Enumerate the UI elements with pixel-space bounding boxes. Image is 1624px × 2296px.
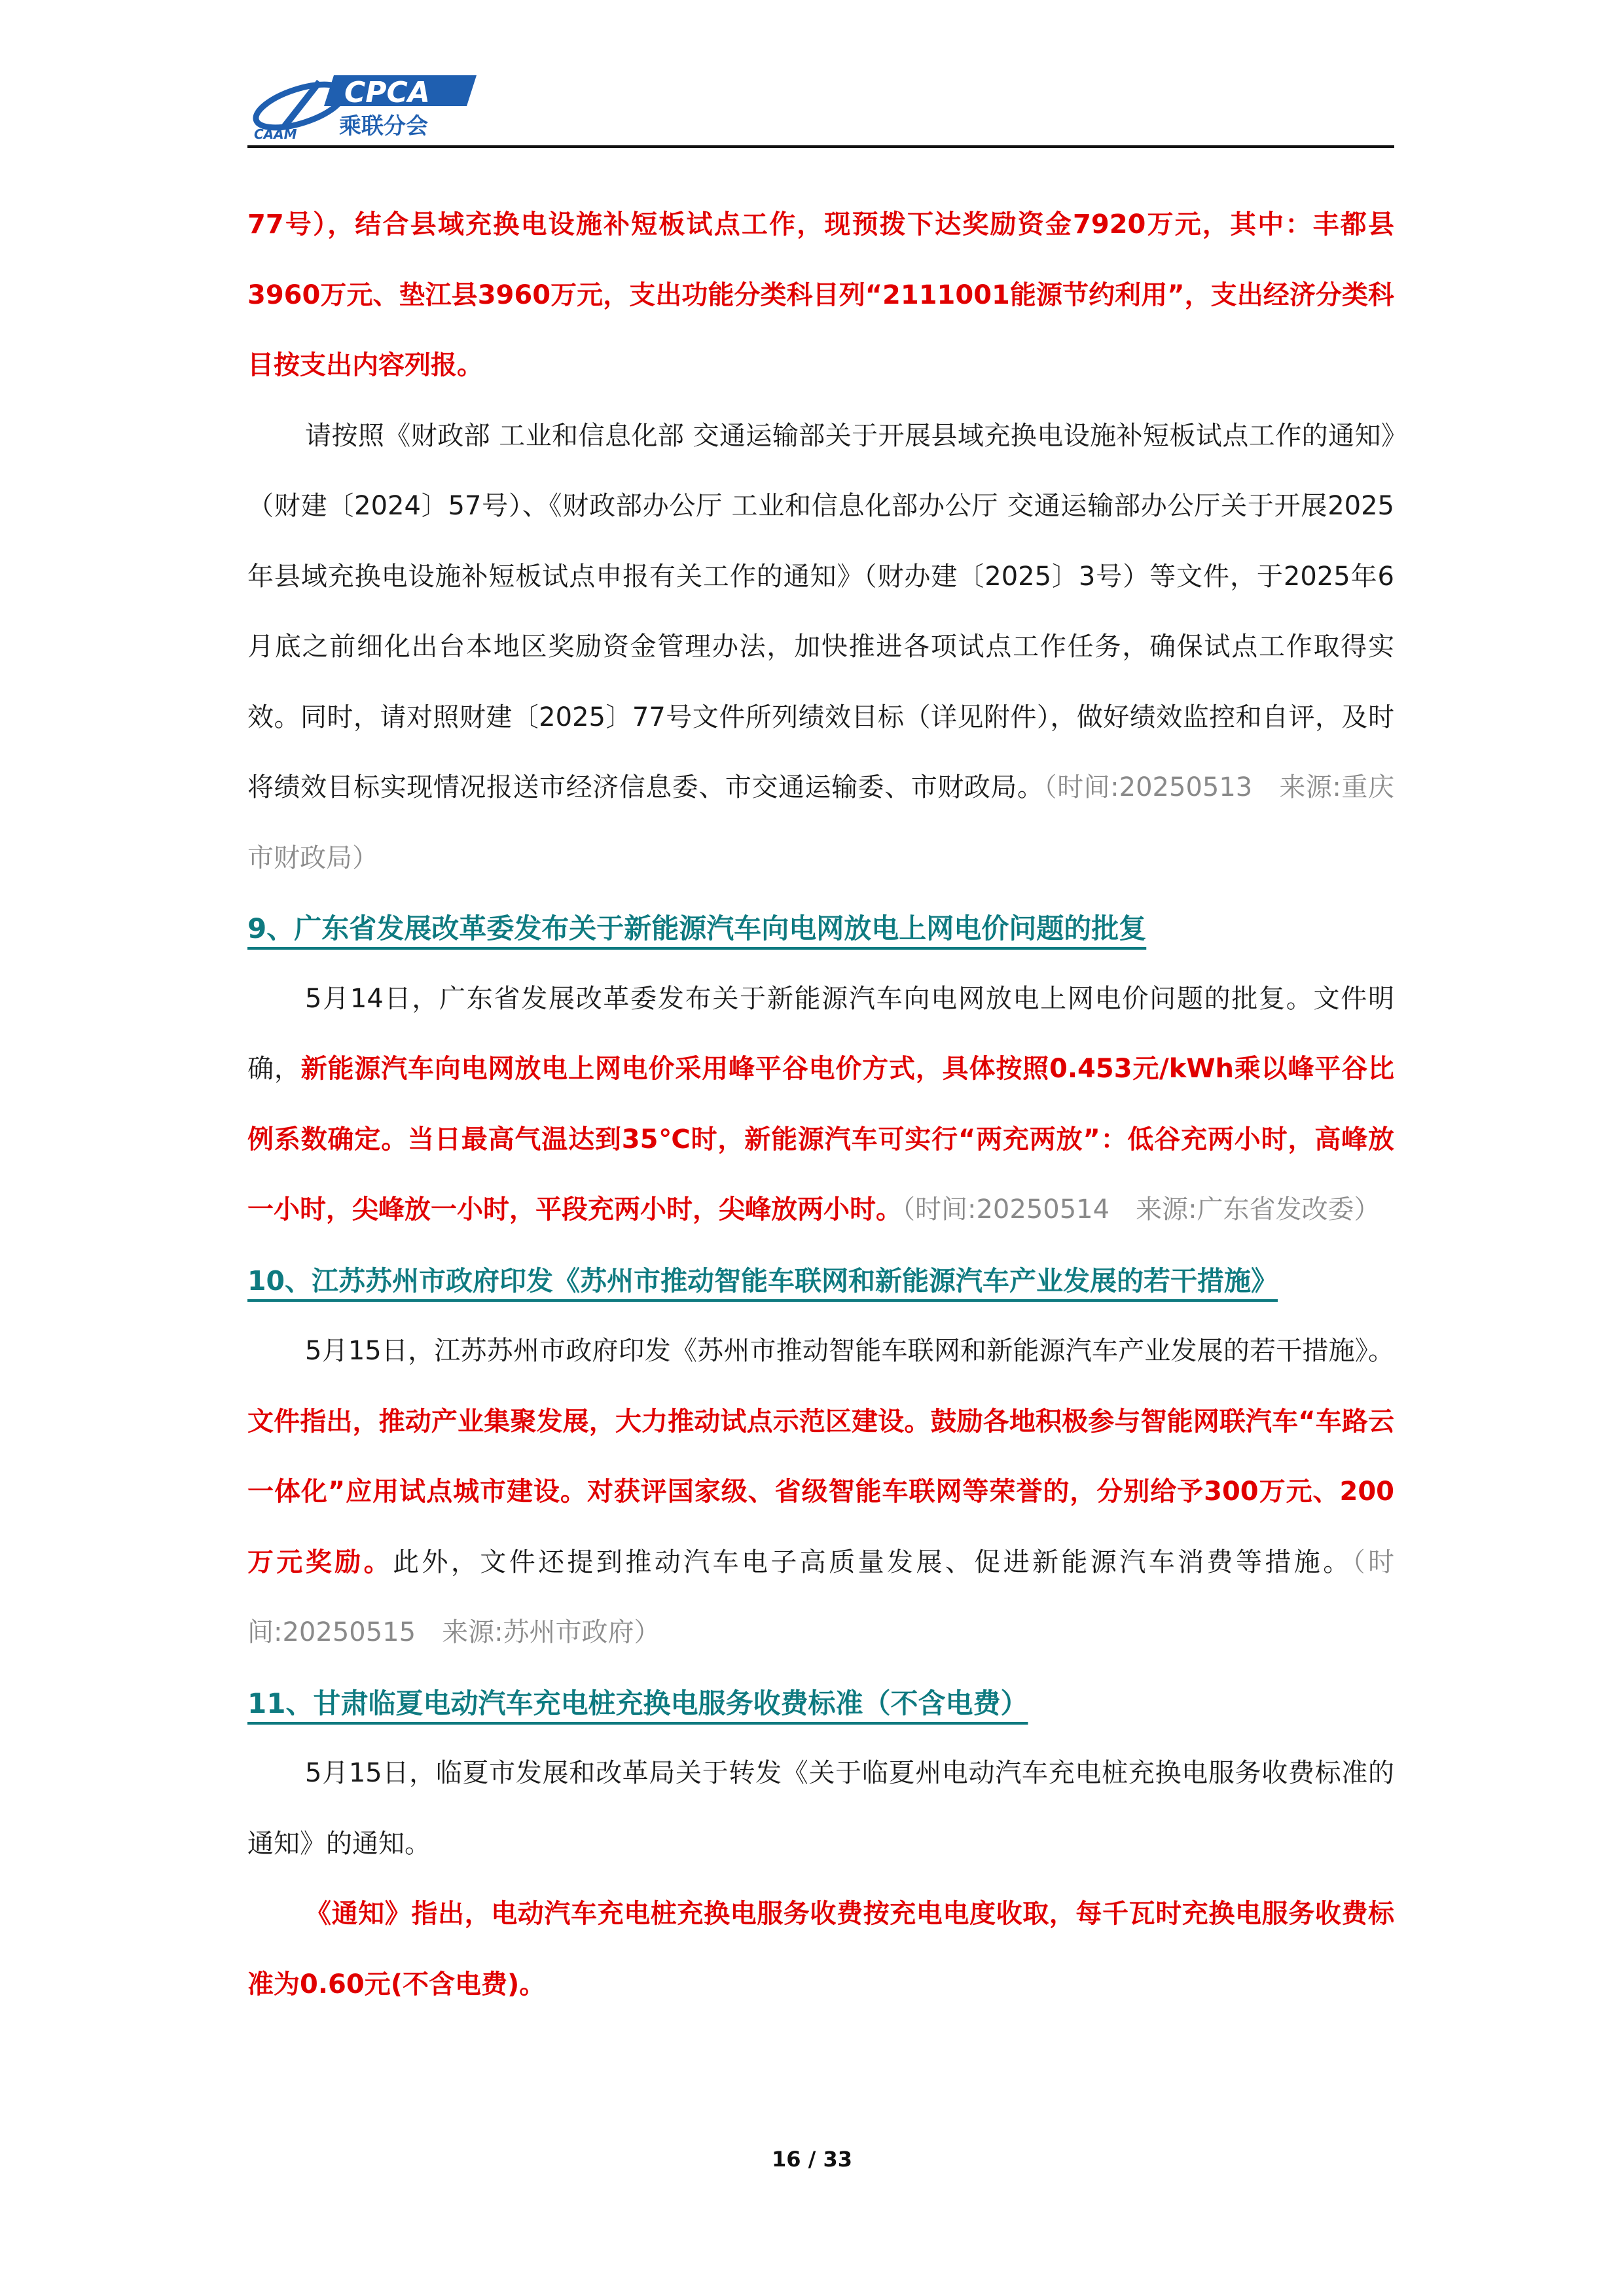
emphasis-text: 77号），结合县域充换电设施补短板试点工作，现预拨下达奖励资金7920万元，其中：丰都县3960万元、垫江县3960万元，支出功能分类科目列“2111001能源节约利用”，支出经济分类科目按支出内容列报。 (247, 209, 1394, 380)
body-text: 请按照《财政部 工业和信息化部 交通运输部关于开展县域充换电设施补短板试点工作的通知》（财建〔2024〕57号）、《财政部办公厅 工业和信息化部办公厅 交通运输部办公厅关于开展2025年县域充换电设施补短板试点申报有关工作的通知》（财办建〔2025〕3号）等文件，于2025年6月底之前细化出台本地区奖励资金管理办法，加快推进各项试点工作任务，确保试点工作取得实效。同时，请对照财建〔2025〕77号文件所列绩效目标（详见附件），做好绩效监控和自评，及时将绩效目标实现情况报送市经济信息委、市交通运输委、市财政局。 (247, 420, 1394, 802)
section-heading-10: 10、江苏苏州市政府印发《苏州市推动智能车联网和新能源汽车产业发展的若干措施》 (247, 1265, 1278, 1297)
svg-text:CAAM: CAAM (254, 126, 297, 142)
paragraph-suzhou (247, 1316, 1394, 1668)
page-header (247, 65, 1394, 147)
emphasis-text: 《通知》指出，电动汽车充电桩充换电服务收费按充电电度收取，每千瓦时充换电服务收费标准为0.60元(不含电费)。 (247, 1899, 1394, 2000)
source-note: （时间:20250513 来源:重庆市财政局） (247, 772, 1395, 873)
paragraph-guangdong (247, 964, 1394, 1246)
emphasis-text: 文件指出，推动产业集聚发展，大力推动试点示范区建设。鼓励各地积极参与智能网联汽车“车路云一体化”应用试点城市建设。对获评国家级、省级智能车联网等荣誉的，分别给予300万元、200万元奖励。 (247, 1406, 1394, 1577)
source-note: （时间:20250514 来源:广东省发改委） (902, 1194, 1380, 1225)
cpca-logo (247, 65, 483, 144)
body-text: 此外，文件还提到推动汽车电子高质量发展、促进新能源汽车消费等措施。 (393, 1547, 1352, 1577)
paragraph-instructions (247, 401, 1394, 894)
paragraph-linxia-notice (247, 1879, 1394, 2020)
body-text: 5月15日，临夏市发展和改革局关于转发《关于临夏州电动汽车充电桩充换电服务收费标准的通知》的通知。 (247, 1758, 1394, 1859)
page-number: 16 / 33 (771, 2147, 853, 2172)
section-heading-11: 11、甘肃临夏电动汽车充电桩充换电服务收费标准（不含电费） (247, 1687, 1028, 1719)
svg-text:乘联分会: 乘联分会 (339, 113, 428, 139)
body-text: 5月15日，江苏苏州市政府印发《苏州市推动智能车联网和新能源汽车产业发展的若干措施》。 (305, 1336, 1394, 1366)
emphasis-text: 新能源汽车向电网放电上网电价采用峰平谷电价方式，具体按照0.453元/kWh乘以峰平谷比例系数确定。当日最高气温达到35℃时，新能源汽车可实行“两充两放”：低谷充两小时，高峰放一小时，尖峰放一小时，平段充两小时，尖峰放两小时。 (247, 1054, 1394, 1225)
paragraph-linxia (247, 1738, 1394, 1879)
paragraph-award-funds (247, 190, 1394, 401)
svg-text:CPCA: CPCA (344, 76, 430, 109)
section-heading-9: 9、广东省发展改革委发布关于新能源汽车向电网放电上网电价问题的批复 (247, 912, 1147, 944)
body-text: 5月14日，广东省发展改革委发布关于新能源汽车向电网放电上网电价问题的批复。文件明确， (247, 983, 1394, 1084)
document-body (247, 190, 1394, 2020)
header-rule (247, 145, 1394, 148)
source-note: （时间:20250515 来源:苏州市政府） (247, 1547, 1395, 1647)
